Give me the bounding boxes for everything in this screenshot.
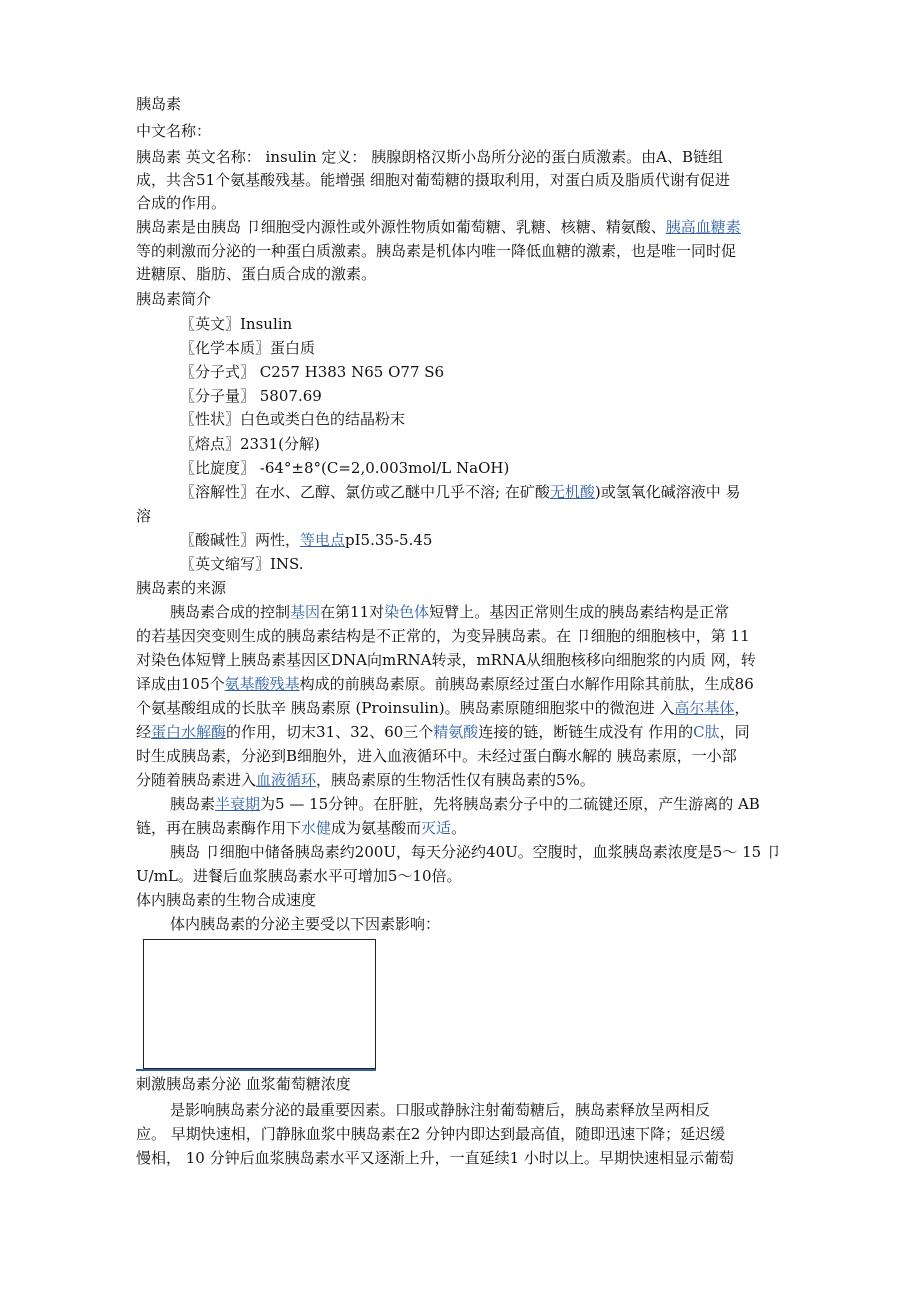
link-inorganic-acid[interactable]: 无机酸	[549, 483, 595, 501]
link-isoelectric-point[interactable]: 等电点	[300, 531, 346, 549]
half-text: 胰岛素	[170, 795, 216, 813]
half-text: 为5 — 15分钟。在肝脏，先将胰岛素分子中的二硫键还原，产生游离的 AB	[260, 795, 760, 813]
prop-rotation: 〖比旋度〗 -64°±8°(C=2,0.003mol/L NaOH)	[180, 459, 510, 477]
src-text: 译成由105个	[136, 675, 225, 693]
glucose-line-3: 慢相， 10 分钟后血浆胰岛素水平又逐渐上升，一直延续1 小时以上。早期快速相显示葡萄	[136, 1149, 734, 1167]
half-text: 。	[451, 819, 467, 837]
half-text: 链，再在胰岛素酶作用下	[136, 819, 302, 837]
src-text: ，同	[719, 723, 750, 741]
definition-line-3: 合成的作用。	[136, 194, 227, 212]
link-golgi[interactable]: 高尔基体	[674, 699, 735, 717]
acidity-value: pI5.35-5.45	[345, 531, 433, 549]
para2-line-1	[136, 216, 741, 238]
term-c-peptide: C肽	[693, 723, 720, 741]
prop-nature: 〖化学本质〗蛋白质	[180, 339, 316, 357]
term-gene: 基因	[290, 603, 321, 621]
src-text: 分随着胰岛素进入	[136, 771, 257, 789]
glucose-line-2: 应。 早期快速相，门静脉血浆中胰岛素在2 分钟内即达到最高值，随即迅速下降；延迟缓	[136, 1125, 726, 1143]
heading-intro: 胰岛素简介	[136, 290, 212, 308]
para2-text: 胰岛素是由胰岛 卩细胞受内源性或外源性物质如葡萄糖、乳糖、核糖、精氨酸、	[136, 218, 666, 236]
prop-formula: 〖分子式〗 C257 H383 N65 O77 S6	[180, 363, 445, 381]
solubility-text: 〖溶解性〗在水、乙醇、氯仿或乙醚中几乎不溶; 在矿酸	[180, 483, 550, 501]
speed-intro: 体内胰岛素的分泌主要受以下因素影响：	[170, 915, 441, 933]
src-text: 短臂上。基因正常则生成的胰岛素结构是正常	[429, 603, 730, 621]
source-line-4	[136, 673, 754, 695]
figure-placeholder	[143, 939, 376, 1069]
link-amino-acid-residue[interactable]: 氨基酸残基	[224, 675, 300, 693]
storage-line-1: 胰岛 卩细胞中储备胰岛素约200U，每天分泌约40U。空腹时，血浆胰岛素浓度是5〜 15 卩	[170, 843, 781, 861]
src-text: 在第11对	[320, 603, 385, 621]
solubility-text-2: )或氢氧化碱溶液中 易	[594, 483, 741, 501]
src-text: 的作用，切末31、32、60三个	[226, 723, 434, 741]
link-half-life[interactable]: 半衰期	[215, 795, 261, 813]
prop-appearance: 〖性状〗白色或类白色的结晶粉末	[180, 410, 406, 428]
src-text: 胰岛素合成的控制	[170, 603, 291, 621]
halflife-line-2	[136, 817, 466, 839]
prop-mass: 〖分子量〗 5807.69	[180, 387, 322, 405]
link-blood-circulation[interactable]: 血液循环	[256, 771, 317, 789]
heading-synthesis-speed: 体内胰岛素的生物合成速度	[136, 891, 317, 909]
prop-english: 〖英文〗Insulin	[180, 315, 293, 333]
src-text: 构成的前胰岛素原。前胰岛素原经过蛋白水解作用除其前肽，生成86	[299, 675, 754, 693]
definition-line-1: 胰岛素 英文名称： insulin 定义： 胰腺朗格汉斯小岛所分泌的蛋白质激素。由A、B链组	[136, 148, 724, 166]
figure-underline	[136, 1069, 376, 1071]
definition-line-2: 成，共含51个氨基酸残基。能增强 细胞对葡萄糖的摄取利用，对蛋白质及脂质代谢有促进	[136, 171, 730, 189]
src-text: 经	[136, 723, 152, 741]
cn-name-label: 中文名称：	[136, 122, 212, 140]
link-protease[interactable]: 蛋白水解酶	[151, 723, 227, 741]
glucose-line-1: 是影响胰岛素分泌的最重要因素。口服或静脉注射葡萄糖后，胰岛素释放呈两相反	[170, 1101, 711, 1119]
term-chromosome: 染色体	[384, 603, 430, 621]
src-text: ，胰岛素原的生物活性仅有胰岛素的5%。	[316, 771, 595, 789]
source-line-1	[170, 601, 729, 623]
src-text: 连接的链，断链生成没有 作用的	[478, 723, 694, 741]
source-line-8	[136, 769, 595, 791]
prop-solubility	[180, 481, 740, 503]
half-text: 成为氨基酸而	[331, 819, 422, 837]
prop-acidity	[180, 529, 432, 551]
storage-line-2: U/mL。进餐后血浆胰岛素水平可增加5〜10倍。	[136, 867, 462, 885]
para2-line-2: 等的刺激而分泌的一种蛋白质激素。胰岛素是机体内唯一降低血糖的激素，也是唯一同时促	[136, 242, 737, 260]
prop-abbr: 〖英文缩写〗INS.	[180, 555, 304, 573]
src-text: ，	[734, 699, 750, 717]
halflife-line-1	[170, 793, 760, 815]
source-line-6	[136, 721, 750, 743]
term-arginine: 精氨酸	[433, 723, 479, 741]
source-line-7: 时生成胰岛素，分泌到B细胞外，进入血液循环中。未经过蛋白酶水解的 胰岛素原，一小部	[136, 747, 737, 765]
prop-solubility-cont: 溶	[136, 507, 152, 525]
source-line-5	[136, 697, 749, 719]
term-hydrolysis: 水健	[301, 819, 332, 837]
src-text: 个氨基酸组成的长肽辛 胰岛素原 (Proinsulin)。胰岛素原随细胞浆中的微泡进 入	[136, 699, 675, 717]
link-glucagon[interactable]: 胰高血糖素	[665, 218, 741, 236]
source-line-2: 的若基因突变则生成的胰岛素结构是不正常的，为变异胰岛素。在 卩细胞的细胞核中，第 11	[136, 627, 750, 645]
prop-melting-point: 〖熔点〗2331(分解)	[180, 435, 320, 453]
para2-line-3: 进糖原、脂肪、蛋白质合成的激素。	[136, 265, 377, 283]
doc-title: 胰岛素	[136, 95, 182, 113]
stimulus-title: 刺激胰岛素分泌 血浆葡萄糖浓度	[136, 1075, 351, 1093]
acidity-text: 〖酸碱性〗两性，	[180, 531, 301, 549]
source-line-3: 对染色体短臂上胰岛素基因区DNA向mRNA转录，mRNA从细胞核移向细胞浆的内质 网，转	[136, 651, 756, 669]
heading-source: 胰岛素的来源	[136, 579, 227, 597]
term-inactivated: 灭适	[421, 819, 452, 837]
